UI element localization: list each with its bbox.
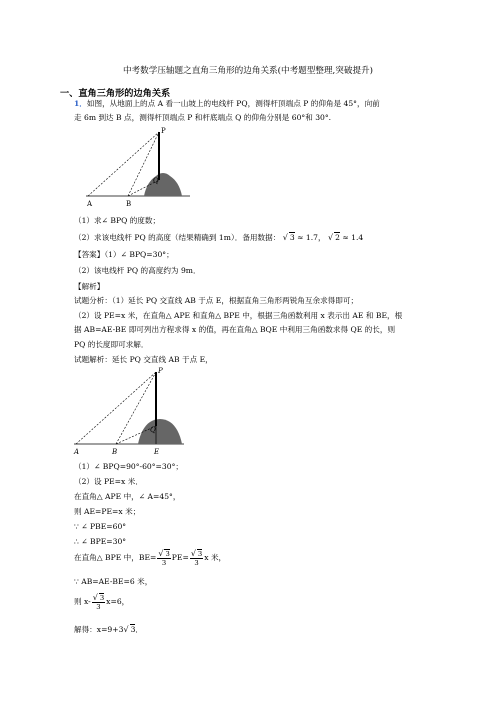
denominator: 3 [96,603,101,611]
analysis-line-1: 试题分析：（1）延长 PQ 交直线 AB 于点 E，根据直角三角形两锐角互余求得即可； [74,296,359,305]
analysis-line-2: （2）设 PE=x 米，在直角△ APE 和直角△ BPE 中，根据三角函数利用 x 表示出 AE 和 BE，根 [74,311,403,320]
text: 在直角△ BPE 中，BE= [74,553,157,562]
separator: ， [317,233,326,242]
text: x 米， [204,553,227,562]
numerator: 3 [99,594,105,602]
label-a: A [74,448,80,456]
analysis-line-3: 据 AB=AE-BE 即可列出方程求得 x 的值，再在直角△ BQE 中利用三角函数求得 QE 的长，则 [74,325,396,334]
denominator: 3 [161,559,167,567]
label-b: B [112,448,118,456]
fraction-sqrt3-over-3: $\frac{√ 3}{3}$ [190,549,203,567]
sqrt-3: 3 [289,233,295,242]
text: x=6， [106,597,130,606]
answer-line-1: 【答案】（1）∠ BPQ=30°； [74,250,174,259]
question-number: 1． [74,99,87,108]
backup-data: √ 3 ≈ 1.7， √ 2 ≈ 1.4 [282,233,364,242]
solution-line-1: （1）∠ BPQ=90°-60°=30°； [74,462,183,471]
label-q: Q [150,426,156,434]
solution-line-6: ∴ ∠ BPE=30° [74,537,127,546]
solution-line-5: ∵ ∠ PBE=60° [74,522,127,531]
text: 解得：x=9+3 [74,625,124,634]
analysis-line-4: PQ 的长度即可求解． [74,340,149,349]
solution-line-10: 解得：x=9+3√ 3． [74,625,143,634]
solution-heading: 试题解析：延长 PQ 交直线 AB 于点 E， [74,355,213,364]
solution-line-8: ∵ AB=AE-BE=6 米， [74,577,153,586]
solution-line-9 [74,593,129,611]
numerator: 3 [197,550,203,558]
section-heading: 一、直角三角形的边角关系 [60,88,171,99]
label-b: B [126,200,132,208]
question-1-line-2: 走 6m 到达 B 点，测得杆顶端点 P 和杆底端点 Q 的仰角分别是 60°和 30°. [74,113,332,122]
label-a: A [87,200,93,208]
text: PE= [171,553,189,562]
sub-question-1: （1）求∠ BPQ 的度数； [74,216,161,225]
sqrt-2: 2 [335,233,340,242]
question-1-line-1 [74,99,380,109]
answer-line-2: （2）该电线杆 PQ 的高度约为 9m． [74,266,201,275]
label-e: E [154,448,160,456]
text: ． [135,625,143,634]
solution-line-4: 则 AE=PE=x 米； [74,507,141,516]
figure-1-diagram [84,124,194,212]
question-text: 如图，从地面上的点 A 看一山坡上的电线杆 PQ，测得杆顶端点 P 的仰角是 45°，向前 [86,99,380,108]
solution-line-7 [74,549,226,567]
hill-shape [138,419,182,444]
sqrt-2-value: ≈ 1.4 [342,233,364,242]
label-q: Q [153,177,159,185]
document-title: 中考数学压轴题之直角三角形的边角关系(中考题型整理,突破提升) [122,66,374,76]
fraction-sqrt3-over-3: $\frac{√ 3}{3}$ [92,593,105,611]
denominator: 3 [194,559,199,567]
figure-2-diagram [72,364,188,458]
text: 则 x- [74,597,91,606]
sub-question-2-text: （2）求该电线杆 PQ 的高度（结果精确到 1m）．备用数据： [74,233,281,242]
solution-line-3: 在直角△ APE 中，∠ A=45°， [74,492,181,501]
numerator: 3 [165,550,170,558]
analysis-heading: 【解析】 [74,282,105,291]
sqrt-3-value: ≈ 1.7 [297,233,318,242]
sub-question-2 [74,232,363,243]
radicand: 3 [130,625,136,634]
solution-line-2: （2）设 PE=x 米． [74,477,143,486]
label-p: P [161,127,166,135]
label-p: P [158,367,163,375]
fraction-sqrt3-over-3: $\frac{√ 3}{3}$ [158,549,170,567]
